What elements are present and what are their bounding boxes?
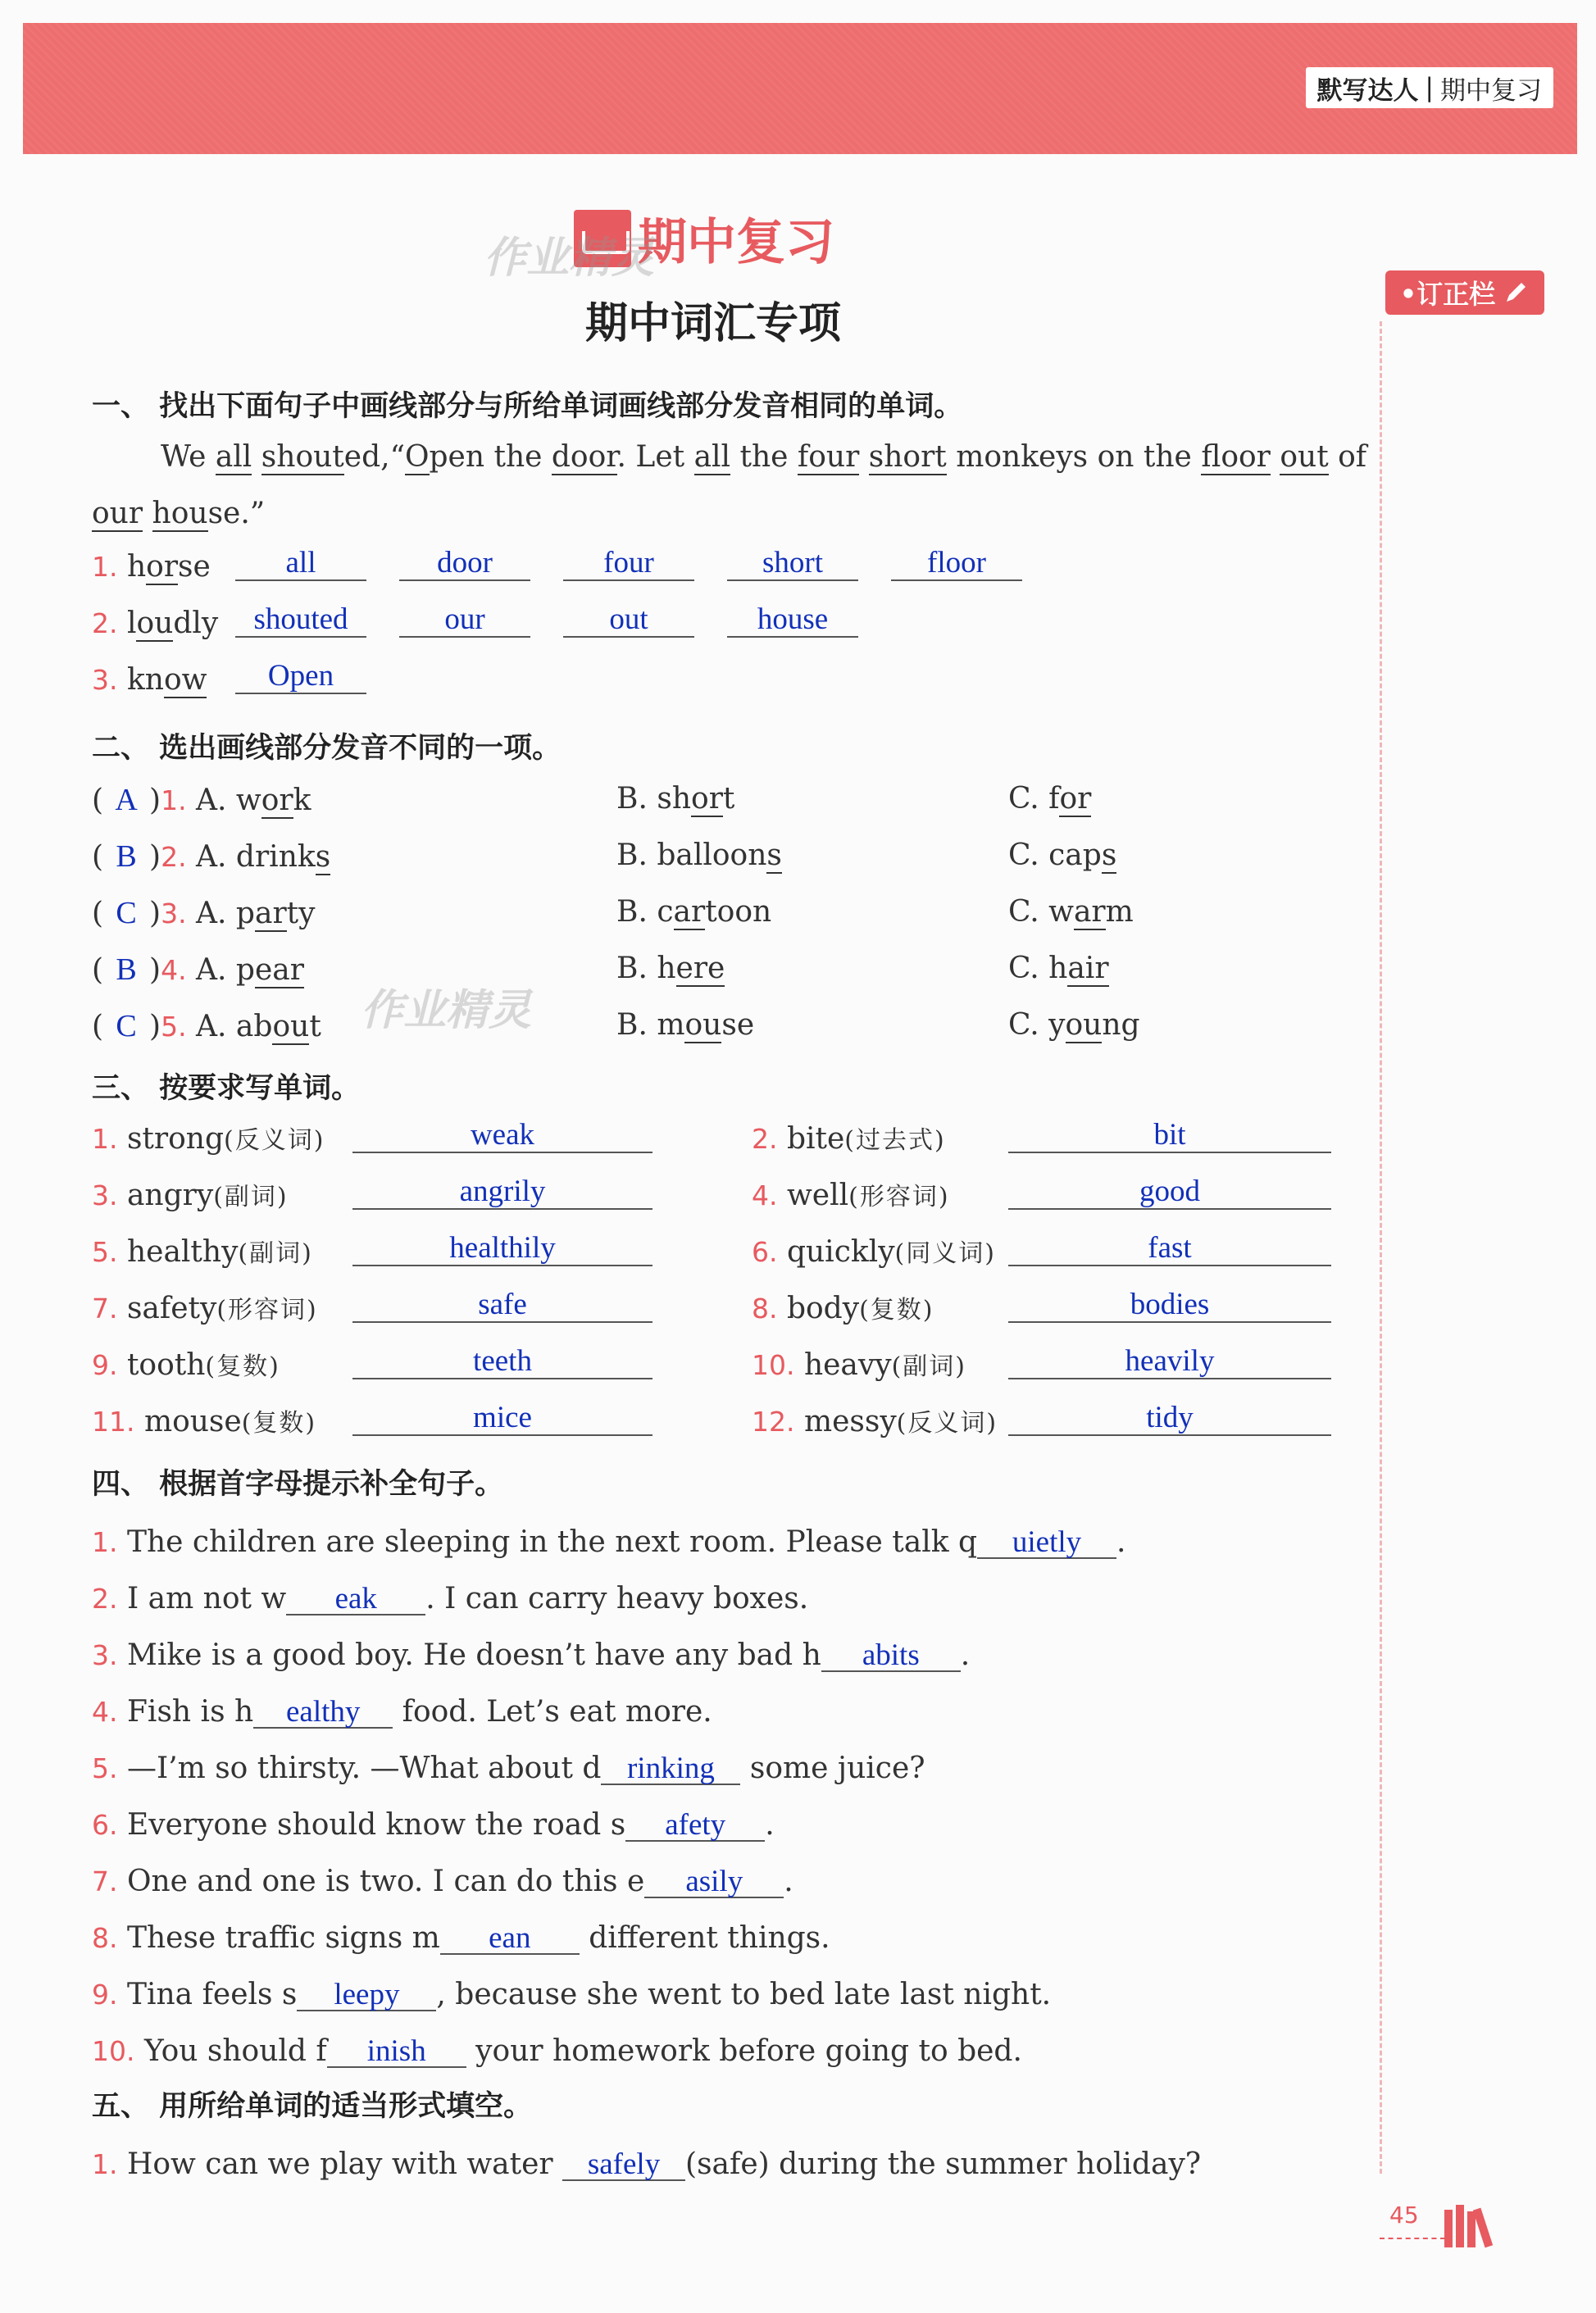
- sentence-segment: [143, 497, 152, 530]
- sentence-after: your homework before going to bed.: [466, 2034, 1022, 2068]
- section3-item: [752, 1348, 966, 1382]
- section4-item: [92, 1634, 970, 1672]
- option-c: [1008, 838, 1117, 872]
- option-part: C. cap: [1008, 838, 1102, 872]
- answer-text: mice: [473, 1401, 532, 1434]
- option-c: [1008, 1008, 1140, 1042]
- sentence-before: —I’m so thirsty. —What about d: [126, 1752, 602, 1785]
- sentence-after: food. Let’s eat more.: [393, 1695, 712, 1729]
- item-number: 5.: [92, 1236, 118, 1268]
- option-b: [616, 954, 725, 984]
- word-hint: (副词): [213, 1183, 289, 1211]
- section2-item: ( C )5. A. about: [92, 1009, 321, 1043]
- answer-blank: uietly: [977, 1520, 1116, 1559]
- word-part: se: [178, 550, 211, 584]
- section5-title: 五、 用所给单词的适当形式填空。: [92, 2090, 533, 2123]
- section4-item: [92, 1520, 1125, 1559]
- sentence-before: These traffic signs m: [126, 1921, 440, 1955]
- section5-item: [92, 2143, 1201, 2181]
- option-c: [1008, 954, 1109, 984]
- item-number: 4.: [161, 954, 187, 986]
- section4-item: [92, 1803, 775, 1842]
- option-part: A. w: [196, 784, 261, 817]
- sentence-after: .: [765, 1808, 775, 1842]
- option-b: [616, 784, 734, 814]
- section4-item: [92, 1577, 808, 1615]
- choice-answer: C: [116, 1009, 137, 1043]
- sentence-segment: [859, 440, 868, 474]
- option-part: ere: [675, 952, 725, 985]
- option-part: toon: [705, 895, 772, 929]
- option-b: [616, 838, 782, 872]
- answer-blank: [235, 546, 366, 581]
- section4-item: [92, 1747, 925, 1785]
- word-hint: (形容词): [848, 1183, 950, 1211]
- section4-item: [92, 1860, 793, 1898]
- sentence-segment: ed,“: [343, 440, 405, 474]
- correction-margin-line: [1380, 321, 1382, 2174]
- section1-title: 一、 找出下面句子中画线部分与所给单词画线部分发音相同的单词。: [92, 390, 963, 423]
- choice-answer: A: [115, 783, 138, 817]
- option-part: B. sh: [616, 782, 692, 816]
- section1-sentence-line1: [161, 440, 1367, 474]
- option-part: m: [1105, 895, 1134, 929]
- word-hint: (过去式): [844, 1126, 946, 1155]
- answer-blank: [352, 1288, 652, 1323]
- option-part: s: [315, 840, 331, 874]
- item-number: 2.: [92, 1583, 118, 1615]
- answer-blank: [891, 546, 1022, 581]
- item-number: 5.: [92, 1752, 118, 1784]
- option-part: B. c: [616, 895, 674, 929]
- word: heavy: [803, 1348, 892, 1382]
- section2-item: ( B )2. A. drinks: [92, 839, 331, 874]
- section4-title: 四、 根据首字母提示补全句子。: [92, 1468, 504, 1501]
- sentence-segment: our: [92, 497, 143, 530]
- word-hint: (复数): [859, 1296, 934, 1325]
- option-part: B. m: [616, 1008, 685, 1042]
- option-part: or: [1059, 782, 1092, 816]
- sentence-segment: all: [693, 440, 731, 474]
- section4-item: [92, 1973, 1051, 2011]
- word: healthy: [126, 1235, 239, 1269]
- option-part: B. balloon: [616, 838, 767, 872]
- sentence-segment: hou: [152, 497, 208, 530]
- answer-text: good: [1139, 1175, 1200, 1208]
- word: well: [786, 1179, 849, 1212]
- sentence-after: .: [784, 1865, 793, 1898]
- item-number: 1.: [92, 551, 118, 583]
- answer-blank: [1008, 1288, 1331, 1323]
- word: bite: [786, 1122, 845, 1156]
- section3-item: [92, 1348, 280, 1382]
- word-part: h: [126, 550, 147, 584]
- sentence-segment: We: [161, 440, 216, 474]
- answer-blank: ealthy: [253, 1690, 393, 1729]
- word-hint: (反义词): [896, 1409, 998, 1438]
- option-part: A. p: [196, 953, 255, 987]
- word-hint: (复数): [205, 1352, 280, 1381]
- word: quickly: [786, 1235, 895, 1269]
- section3-item: [752, 1407, 998, 1437]
- answer-blank: [1008, 1344, 1331, 1379]
- option-part: ar: [1073, 895, 1106, 929]
- answer-text: out: [609, 602, 648, 636]
- answer-blank: [727, 546, 858, 581]
- section3-item: [92, 1181, 289, 1211]
- answer-blank: [399, 546, 530, 581]
- section3-item: [92, 1294, 318, 1324]
- item-number: 4.: [92, 1696, 118, 1728]
- word-part: l: [126, 607, 137, 640]
- item-number: 3.: [161, 897, 187, 929]
- correction-column-tag: [1385, 270, 1544, 315]
- sentence-segment: [1271, 440, 1280, 474]
- section3-item: [752, 1181, 950, 1211]
- item-number: 6.: [92, 1809, 118, 1841]
- option-part: t: [722, 782, 735, 816]
- sentence-before: Mike is a good boy. He doesn’t have any bad h: [126, 1638, 821, 1672]
- sentence-after: .: [960, 1638, 971, 1672]
- watermark: 作业精灵: [361, 986, 532, 1035]
- answer-blank: ean: [440, 1916, 580, 1955]
- correction-tag-label: •订正栏: [1399, 279, 1496, 310]
- answer-text: bit: [1153, 1118, 1186, 1152]
- sentence-after: (safe) during the summer holiday?: [685, 2147, 1202, 2181]
- item-number: 11.: [92, 1406, 135, 1438]
- option-part: A. drink: [196, 840, 316, 874]
- answer-text: healthily: [449, 1231, 556, 1265]
- page-number-underline: [1380, 2238, 1445, 2239]
- answer-blank: inish: [327, 2029, 466, 2068]
- sentence-before: You should f: [143, 2034, 327, 2068]
- item-number: 9.: [92, 1979, 118, 2011]
- word-part: dly: [173, 607, 219, 640]
- answer-blank: [1008, 1175, 1331, 1210]
- section1-item: [92, 663, 207, 697]
- page-number: 45: [1389, 2202, 1419, 2229]
- option-part: s: [766, 838, 782, 872]
- sentence-before: One and one is two. I can do this e: [126, 1865, 645, 1898]
- unit-name: 期中复习: [1440, 75, 1542, 106]
- option-part: ou: [1065, 1008, 1103, 1042]
- section4-item: [92, 1690, 712, 1729]
- word: mouse: [143, 1405, 242, 1438]
- answer-blank: [563, 602, 694, 638]
- word-part: kn: [126, 663, 164, 697]
- answer-text: floor: [927, 546, 986, 579]
- option-part: A. ab: [196, 1010, 273, 1043]
- section3-item: [92, 1122, 325, 1156]
- sentence-segment: monkeys on the: [946, 440, 1202, 474]
- option-part: air: [1067, 952, 1109, 985]
- sentence-after: different things.: [579, 1921, 830, 1955]
- item-number: 7.: [92, 1293, 118, 1325]
- section3-title: 三、 按要求写单词。: [92, 1072, 361, 1105]
- word: messy: [803, 1405, 897, 1438]
- word-hint: (副词): [891, 1352, 966, 1381]
- option-part: B. h: [616, 952, 676, 985]
- section1-item: [92, 609, 218, 638]
- option-part: t: [309, 1010, 321, 1043]
- answer-text: fast: [1148, 1231, 1192, 1265]
- answer-text: four: [603, 546, 654, 579]
- choice-answer: B: [116, 839, 137, 874]
- section3-item: [752, 1122, 946, 1156]
- word: safety: [126, 1292, 217, 1325]
- answer-blank: leepy: [297, 1973, 436, 2011]
- section3-item: [752, 1294, 934, 1324]
- answer-blank: abits: [821, 1634, 961, 1672]
- section2-item: ( B )4. A. pear: [92, 952, 304, 987]
- answer-blank: [563, 546, 694, 581]
- item-number: 1.: [92, 1123, 118, 1155]
- answer-blank: [235, 602, 366, 638]
- section2-title: 二、 选出画线部分发音不同的一项。: [92, 732, 562, 765]
- answer-blank: [352, 1231, 652, 1266]
- item-number: 2.: [752, 1123, 778, 1155]
- watermark: 作业精灵: [484, 234, 655, 283]
- answer-text: all: [285, 546, 316, 579]
- item-number: 1.: [92, 2148, 118, 2180]
- section4-item: [92, 1916, 830, 1955]
- option-part: or: [261, 784, 293, 817]
- answer-blank: [1008, 1118, 1331, 1153]
- option-part: se: [721, 1008, 755, 1042]
- sentence-before: I am not w: [126, 1582, 287, 1615]
- item-number: 6.: [752, 1236, 778, 1268]
- option-part: or: [691, 782, 723, 816]
- word: angry: [126, 1179, 214, 1212]
- answer-blank: [352, 1344, 652, 1379]
- answer-text: weak: [470, 1118, 535, 1152]
- option-part: C. y: [1008, 1008, 1066, 1042]
- sentence-segment: all: [215, 440, 252, 474]
- sentence-segment: se.”: [207, 497, 266, 530]
- series-separator: |: [1425, 73, 1434, 102]
- answer-text: bodies: [1130, 1288, 1210, 1321]
- section2-item: ( A )1. A. work: [92, 783, 311, 817]
- choice-answer: C: [116, 896, 137, 930]
- sentence-after: . I can carry heavy boxes.: [425, 1582, 809, 1615]
- sentence-before: Tina feels s: [126, 1978, 298, 2011]
- answer-text: teeth: [473, 1344, 532, 1378]
- option-c: [1008, 897, 1134, 927]
- item-number: 2.: [92, 607, 118, 639]
- answer-blank: [1008, 1401, 1331, 1436]
- option-part: ear: [254, 953, 304, 987]
- answer-text: shouted: [253, 602, 348, 636]
- option-part: A. p: [196, 897, 255, 930]
- option-part: C. h: [1008, 952, 1068, 985]
- option-part: ng: [1102, 1008, 1140, 1042]
- section1-item: [92, 552, 211, 582]
- sentence-before: Everyone should know the road s: [126, 1808, 626, 1842]
- item-number: 3.: [92, 664, 118, 696]
- option-part: C. w: [1008, 895, 1074, 929]
- answer-text: house: [757, 602, 829, 636]
- answer-blank: [352, 1175, 652, 1210]
- item-number: 8.: [92, 1922, 118, 1954]
- option-part: ou: [272, 1010, 310, 1043]
- main-heading-text: 期中复习: [638, 214, 834, 271]
- answer-blank: [1008, 1231, 1331, 1266]
- underlined-part: ow: [163, 663, 207, 697]
- option-part: C. f: [1008, 782, 1060, 816]
- sentence-after: .: [1116, 1525, 1126, 1559]
- answer-blank: [352, 1401, 652, 1436]
- item-number: 10.: [752, 1349, 795, 1381]
- item-number: 7.: [92, 1865, 118, 1897]
- option-c: [1008, 784, 1091, 814]
- item-number: 10.: [92, 2035, 135, 2067]
- word: body: [786, 1292, 860, 1325]
- item-number: 12.: [752, 1406, 795, 1438]
- answer-blank: asily: [644, 1860, 784, 1898]
- sentence-before: Fish is h: [126, 1695, 254, 1729]
- answer-text: our: [444, 602, 485, 636]
- section2-item: ( C )3. A. party: [92, 896, 316, 930]
- word-hint: (形容词): [216, 1296, 318, 1325]
- option-part: ou: [684, 1008, 722, 1042]
- option-part: s: [1101, 838, 1117, 872]
- section3-item: [92, 1235, 313, 1269]
- word-hint: (副词): [238, 1239, 313, 1268]
- item-number: 8.: [752, 1293, 778, 1325]
- series-tag: [1306, 67, 1553, 108]
- word: strong: [126, 1122, 225, 1156]
- section3-item: [92, 1407, 316, 1437]
- underlined-part: ou: [136, 607, 174, 640]
- section4-item: [92, 2029, 1022, 2068]
- word-hint: (同义词): [894, 1239, 996, 1268]
- sentence-after: some juice?: [740, 1752, 925, 1785]
- word-hint: (反义词): [224, 1126, 325, 1155]
- answer-blank: safely: [562, 2143, 685, 2181]
- underlined-part: or: [146, 550, 179, 584]
- answer-blank: afety: [625, 1803, 765, 1842]
- section1-sentence-line2: [92, 499, 265, 529]
- sentence-before: How can we play with water: [126, 2147, 563, 2181]
- sentence-segment: . Let: [616, 440, 694, 474]
- sentence-after: , because she went to bed late last night.: [436, 1978, 1052, 2011]
- option-part: ty: [286, 897, 316, 930]
- answer-text: Open: [267, 659, 334, 693]
- word-hint: (复数): [241, 1409, 317, 1438]
- series-name: 默写达人: [1316, 75, 1419, 106]
- option-part: k: [293, 784, 311, 817]
- section3-item: [752, 1235, 996, 1269]
- books-icon: [1443, 2203, 1495, 2249]
- answer-text: angrily: [459, 1175, 546, 1208]
- sentence-segment: out: [1280, 440, 1329, 474]
- choice-answer: B: [116, 952, 137, 987]
- sentence-segment: floor: [1201, 440, 1271, 474]
- answer-text: door: [437, 546, 493, 579]
- sentence-segment: shout: [261, 440, 344, 474]
- sentence-segment: pen the: [429, 440, 552, 474]
- answer-blank: [727, 602, 858, 638]
- sentence-segment: [252, 440, 261, 474]
- item-number: 1.: [92, 1526, 118, 1558]
- pencil-icon: [1502, 279, 1530, 307]
- sentence-segment: O: [404, 440, 430, 474]
- sentence-segment: of: [1328, 440, 1367, 474]
- answer-blank: [352, 1118, 652, 1153]
- item-number: 4.: [752, 1179, 778, 1211]
- sentence-segment: the: [730, 440, 798, 474]
- sentence-segment: door: [551, 440, 617, 474]
- item-number: 1.: [161, 784, 187, 816]
- answer-blank: [235, 659, 366, 694]
- sentence-segment: short: [868, 440, 947, 474]
- option-b: [616, 1008, 755, 1042]
- item-number: 9.: [92, 1349, 118, 1381]
- answer-text: heavily: [1125, 1344, 1215, 1378]
- answer-text: short: [762, 546, 823, 579]
- answer-text: safe: [478, 1288, 527, 1321]
- sentence-before: The children are sleeping in the next room. Please talk q: [126, 1525, 978, 1559]
- answer-blank: rinking: [601, 1747, 740, 1785]
- item-number: 3.: [92, 1639, 118, 1671]
- option-part: ar: [673, 895, 706, 929]
- word: tooth: [126, 1348, 206, 1382]
- sub-heading: 期中词汇专项: [584, 299, 841, 348]
- answer-blank: [399, 602, 530, 638]
- option-b: [616, 897, 771, 927]
- option-part: ar: [254, 897, 287, 930]
- item-number: 2.: [161, 841, 187, 873]
- sentence-segment: four: [797, 440, 860, 474]
- item-number: 5.: [161, 1011, 187, 1043]
- answer-text: tidy: [1146, 1401, 1194, 1434]
- item-number: 3.: [92, 1179, 118, 1211]
- answer-blank: eak: [286, 1577, 425, 1615]
